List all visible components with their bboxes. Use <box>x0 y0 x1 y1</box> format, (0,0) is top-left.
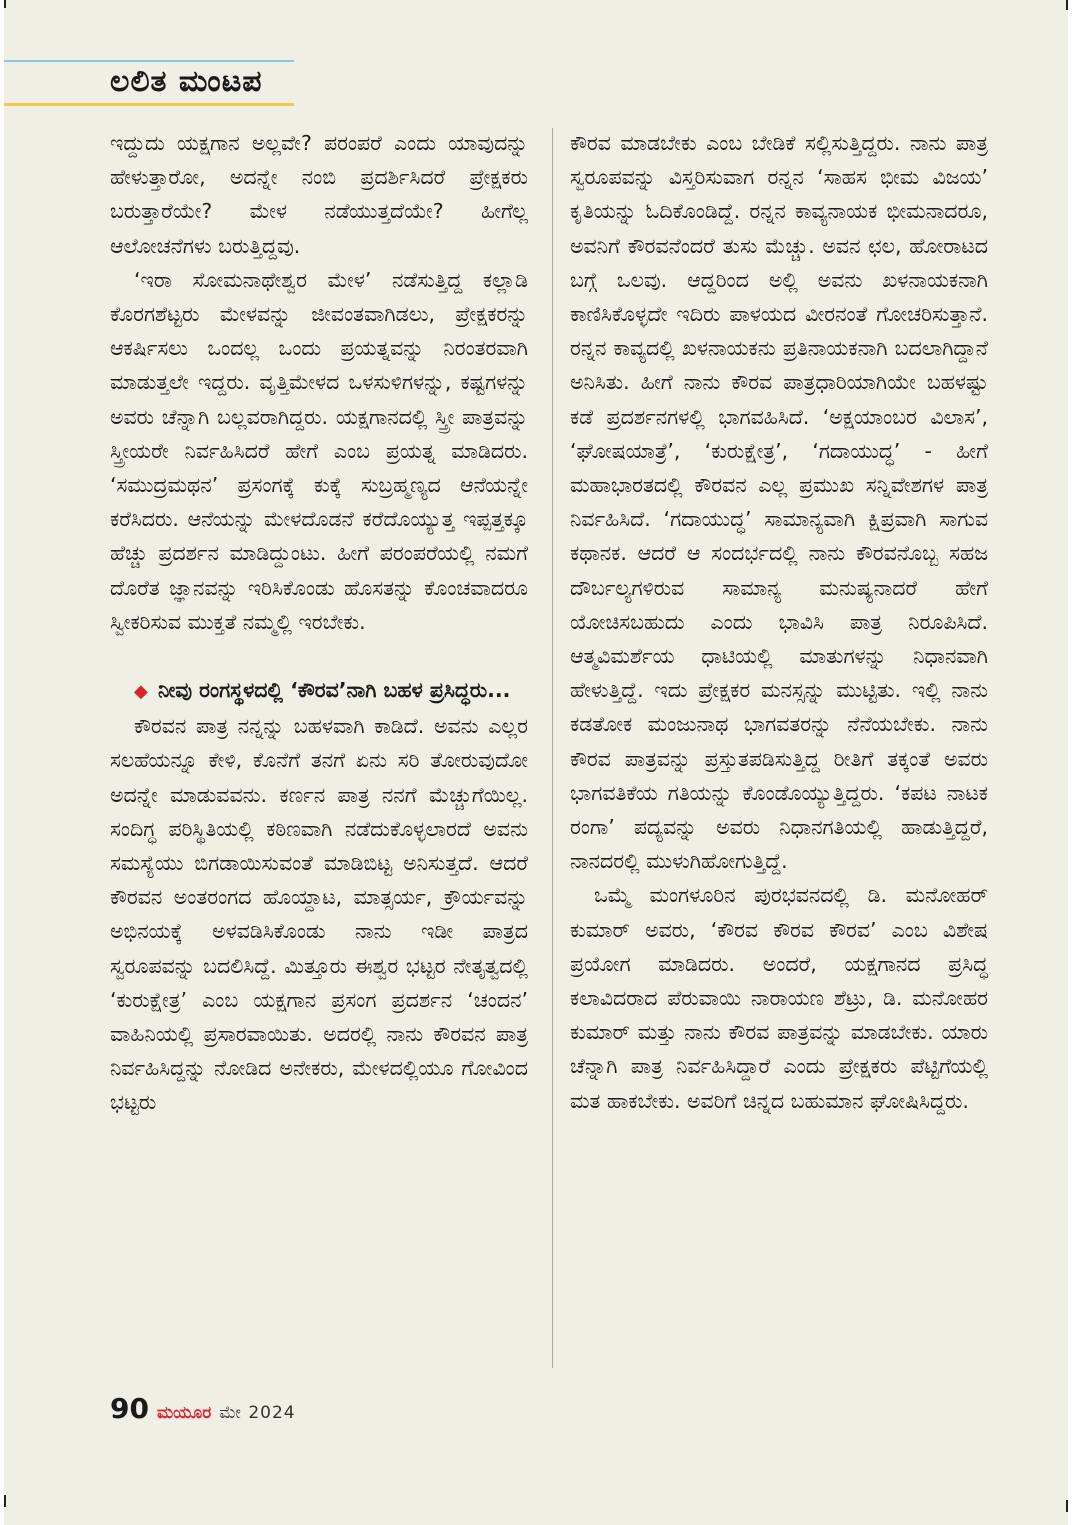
paragraph: ಕೌರವನ ಪಾತ್ರ ನನ್ನನ್ನು ಬಹಳವಾಗಿ ಕಾಡಿದೆ. ಅವನು ಎಲ್ಲರ ಸಲಹೆಯನ್ನೂ ಕೇಳಿ, ಕೊನೆಗೆ ತನಗೆ ಏನು ಸರಿ ತೋರುವುದೋ ಅದನ್ನೇ ಮಾಡುವವನು. ಕರ್ಣನ ಪಾತ್ರ ನನಗೆ ಮೆಚ್ಚುಗೆಯಿಲ್ಲ. ಸಂದಿಗ್ಧ ಪರಿಸ್ಥಿತಿಯಲ್ಲಿ ಕಠಿಣವಾಗಿ ನಡೆದುಕೊಳ್ಳಲಾರದೆ ಅವನು ಸಮಸ್ಯೆಯು ಬಿಗಡಾಯಿಸುವಂತೆ ಮಾಡಿಬಿಟ್ಟ ಅನಿಸುತ್ತದೆ. ಆದರೆ ಕೌರವನ ಅಂತರಂಗದ ಹೊಯ್ದಾಟ, ಮಾತ್ಸರ್ಯ, ಕ್ರೌರ್ಯವನ್ನು ಅಭಿನಯಕ್ಕೆ ಅಳವಡಿಸಿಕೊಂಡು ನಾನು ಇಡೀ ಪಾತ್ರದ ಸ್ವರೂಪವನ್ನು ಬದಲಿಸಿದ್ದೆ. ಮಿತ್ತೂರು ಈಶ್ವರ ಭಟ್ಟರ ನೇತೃತ್ವದಲ್ಲಿ ‘ಕುರುಕ್ಷೇತ್ರ’ ಎಂಬ ಯಕ್ಷಗಾನ ಪ್ರಸಂಗ ಪ್ರದರ್ಶನ ‘ಚಂದನ’ ವಾಹಿನಿಯಲ್ಲಿ ಪ್ರಸಾರವಾಯಿತು. ಅದರಲ್ಲಿ ನಾನು ಕೌರವನ ಪಾತ್ರ ನಿರ್ವಹಿಸಿದ್ದನ್ನು ನೋಡಿದ ಅನೇಕರು, ಮೇಳದಲ್ಲಿಯೂ ಗೋವಿಂದ ಭಟ್ಟರು <box>110 714 528 1115</box>
crop-mark <box>1066 1500 1068 1512</box>
header-rule-yellow <box>4 103 294 106</box>
magazine-page <box>4 0 1068 1525</box>
page-footer <box>110 1392 296 1432</box>
right-column <box>570 126 988 1118</box>
section-title: ಲಲಿತ ಮಂಟಪ <box>110 64 263 99</box>
interview-question <box>110 673 528 709</box>
question-text: ನೀವು ರಂಗಸ್ಥಳದಲ್ಲಿ ‘ಕೌರವ’ನಾಗಿ ಬಹಳ ಪ್ರಸಿದ್ಧರು... <box>158 678 511 703</box>
page-number: 90 <box>110 1392 149 1425</box>
magazine-logo: ಮಯೂರ <box>156 1403 212 1423</box>
paragraph: ಒಮ್ಮೆ ಮಂಗಳೂರಿನ ಪುರಭವನದಲ್ಲಿ ಡಿ. ಮನೋಹರ್ ಕುಮಾರ್ ಅವರು, ‘ಕೌರವ ಕೌರವ ಕೌರವ’ ಎಂಬ ವಿಶೇಷ ಪ್ರಯೋಗ ಮಾಡಿದರು. ಅಂದರೆ, ಯಕ್ಷಗಾನದ ಪ್ರಸಿದ್ಧ ಕಲಾವಿದರಾದ ಪೆರುವಾಯಿ ನಾರಾಯಣ ಶೆಟ್ರು, ಡಿ. ಮನೋಹರ ಕುಮಾರ್ ಮತ್ತು ನಾನು ಕೌರವ ಪಾತ್ರವನ್ನು ಮಾಡಬೇಕು. ಯಾರು ಚೆನ್ನಾಗಿ ಪಾತ್ರ ನಿರ್ವಹಿಸಿದ್ದಾರೆ ಎಂದು ಪ್ರೇಕ್ಷಕರು ಪೆಟ್ಟಿಗೆಯಲ್ಲಿ ಮತ ಹಾಕಬೇಕು. ಅವರಿಗೆ ಚಿನ್ನದ ಬಹುಮಾನ ಘೋಷಿಸಿದ್ದರು. <box>570 883 988 1113</box>
header-rule-blue <box>4 60 294 62</box>
paragraph: ಕೌರವ ಮಾಡಬೇಕು ಎಂಬ ಬೇಡಿಕೆ ಸಲ್ಲಿಸುತ್ತಿದ್ದರು. ನಾನು ಪಾತ್ರ ಸ್ವರೂಪವನ್ನು ವಿಸ್ತರಿಸುವಾಗ ರನ್ನನ ‘ಸಾಹಸ ಭೀಮ ವಿಜಯ’ ಕೃತಿಯನ್ನು ಓದಿಕೊಂಡಿದ್ದೆ. ರನ್ನನ ಕಾವ್ಯನಾಯಕ ಭೀಮನಾದರೂ, ಅವನಿಗೆ ಕೌರವನೆಂದರೆ ತುಸು ಮೆಚ್ಚು. ಅವನ ಛಲ, ಹೋರಾಟದ ಬಗ್ಗೆ ಒಲವು. ಆದ್ದರಿಂದ ಅಲ್ಲಿ ಅವನು ಖಳನಾಯಕನಾಗಿ ಕಾಣಿಸಿಕೊಳ್ಳದೇ ಇದಿರು ಪಾಳಯದ ವೀರನಂತೆ ಗೋಚರಿಸುತ್ತಾನೆ. ರನ್ನನ ಕಾವ್ಯದಲ್ಲಿ ಖಳನಾಯಕನು ಪ್ರತಿನಾಯಕನಾಗಿ ಬದಲಾಗಿದ್ದಾನೆ ಅನಿಸಿತು. ಹೀಗೆ ನಾನು ಕೌರವ ಪಾತ್ರಧಾರಿಯಾಗಿಯೇ ಬಹಳಷ್ಟು ಕಡೆ ಪ್ರದರ್ಶನಗಳಲ್ಲಿ ಭಾಗವಹಿಸಿದೆ. ‘ಅಕ್ಷಯಾಂಬರ ವಿಲಾಸ’, ‘ಘೋಷಯಾತ್ರೆ’, ‘ಕುರುಕ್ಷೇತ್ರ’, ‘ಗದಾಯುದ್ಧ’ - ಹೀಗೆ ಮಹಾಭಾರತದಲ್ಲಿ ಕೌರವನ ಎಲ್ಲ ಪ್ರಮುಖ ಸನ್ನಿವೇಶಗಳ ಪಾತ್ರ ನಿರ್ವಹಿಸಿದೆ. ‘ಗದಾಯುದ್ಧ’ ಸಾಮಾನ್ಯವಾಗಿ ಕ್ಷಿಪ್ರವಾಗಿ ಸಾಗುವ ಕಥಾನಕ. ಆದರೆ ಆ ಸಂದರ್ಭದಲ್ಲಿ ನಾನು ಕೌರವನೊಬ್ಬ ಸಹಜ ದೌರ್ಬಲ್ಯಗಳಿರುವ ಸಾಮಾನ್ಯ ಮನುಷ್ಯನಾದರೆ ಹೇಗೆ ಯೋಚಿಸಬಹುದು ಎಂದು ಭಾವಿಸಿ ಪಾತ್ರ ನಿರೂಪಿಸಿದೆ. ಆತ್ಮವಿಮರ್ಶೆಯ ಧಾಟಿಯಲ್ಲಿ ಮಾತುಗಳನ್ನು ನಿಧಾನವಾಗಿ ಹೇಳುತ್ತಿದ್ದೆ. ಇದು ಪ್ರೇಕ್ಷಕರ ಮನಸ್ಸನ್ನು ಮುಟ್ಟಿತು. ಇಲ್ಲಿ ನಾನು ಕಡತೋಕ ಮಂಜುನಾಥ ಭಾಗವತರನ್ನು ನೆನೆಯಬೇಕು. ನಾನು ಕೌರವ ಪಾತ್ರವನ್ನು ಪ್ರಸ್ತುತಪಡಿಸುತ್ತಿದ್ದ ರೀತಿಗೆ ತಕ್ಕಂತೆ ಅವರು ಭಾಗವತಿಕೆಯ ಗತಿಯನ್ನು ಕೊಂಡೊಯ್ಯುತ್ತಿದ್ದರು. ‘ಕಪಟ ನಾಟಕ ರಂಗಾ’ ಪದ್ಯವನ್ನು ಅವರು ನಿಧಾನಗತಿಯಲ್ಲಿ ಹಾಡುತ್ತಿದ್ದರೆ, ನಾನದರಲ್ಲಿ ಮುಳುಗಿಹೋಗುತ್ತಿದ್ದೆ. <box>570 131 988 874</box>
diamond-bullet-icon: ◆ <box>134 681 148 703</box>
left-column <box>110 126 528 1120</box>
crop-mark <box>1066 0 1068 10</box>
paragraph: ಇದ್ದುದು ಯಕ್ಷಗಾನ ಅಲ್ಲವೇ? ಪರಂಪರೆ ಎಂದು ಯಾವುದನ್ನು ಹೇಳುತ್ತಾರೋ, ಅದನ್ನೇ ನಂಬಿ ಪ್ರದರ್ಶಿಸಿದರೆ ಪ್ರೇಕ್ಷಕರು ಬರುತ್ತಾರೆಯೇ? ಮೇಳ ನಡೆಯುತ್ತದೆಯೇ? ಹೀಗೆಲ್ಲ ಆಲೋಚನೆಗಳು ಬರುತ್ತಿದ್ದವು. <box>110 131 528 258</box>
crop-mark <box>4 1495 6 1507</box>
crop-mark <box>4 0 6 8</box>
column-divider <box>552 128 553 1368</box>
issue-date: ಮೇ 2024 <box>219 1403 296 1423</box>
paragraph: ‘ಇರಾ ಸೋಮನಾಥೇಶ್ವರ ಮೇಳ’ ನಡೆಸುತ್ತಿದ್ದ ಕಲ್ಲಾಡಿ ಕೊರಗಶೆಟ್ಟರು ಮೇಳವನ್ನು ಜೀವಂತವಾಗಿಡಲು, ಪ್ರೇಕ್ಷಕರನ್ನು ಆಕರ್ಷಿಸಲು ಒಂದಲ್ಲ ಒಂದು ಪ್ರಯತ್ನವನ್ನು ನಿರಂತರವಾಗಿ ಮಾಡುತ್ತಲೇ ಇದ್ದರು. ವೃತ್ತಿಮೇಳದ ಒಳಸುಳಿಗಳನ್ನು, ಕಷ್ಟಗಳನ್ನು ಅವರು ಚೆನ್ನಾಗಿ ಬಲ್ಲವರಾಗಿದ್ದರು. ಯಕ್ಷಗಾನದಲ್ಲಿ ಸ್ತ್ರೀ ಪಾತ್ರವನ್ನು ಸ್ತ್ರೀಯರೇ ನಿರ್ವಹಿಸಿದರೆ ಹೇಗೆ ಎಂಬ ಪ್ರಯತ್ನ ಮಾಡಿದರು. ‘ಸಮುದ್ರಮಥನ’ ಪ್ರಸಂಗಕ್ಕೆ ಕುಕ್ಕೆ ಸುಬ್ರಹ್ಮಣ್ಯದ ಆನೆಯನ್ನೇ ಕರೆಸಿದರು. ಆನೆಯನ್ನು ಮೇಳದೊಡನೆ ಕರೆದೊಯ್ಯುತ್ತ ಇಪ್ಪತ್ತಕ್ಕೂ ಹೆಚ್ಚು ಪ್ರದರ್ಶನ ಮಾಡಿದ್ದುಂಟು. ಹೀಗೆ ಪರಂಪರೆಯಲ್ಲಿ ನಮಗೆ ದೊರೆತ ಜ್ಞಾನವನ್ನು ಇರಿಸಿಕೊಂಡು ಹೊಸತನ್ನು ಕೊಂಚವಾದರೂ ಸ್ವೀಕರಿಸುವ ಮುಕ್ತತೆ ನಮ್ಮಲ್ಲಿ ಇರಬೇಕು. <box>110 267 528 634</box>
